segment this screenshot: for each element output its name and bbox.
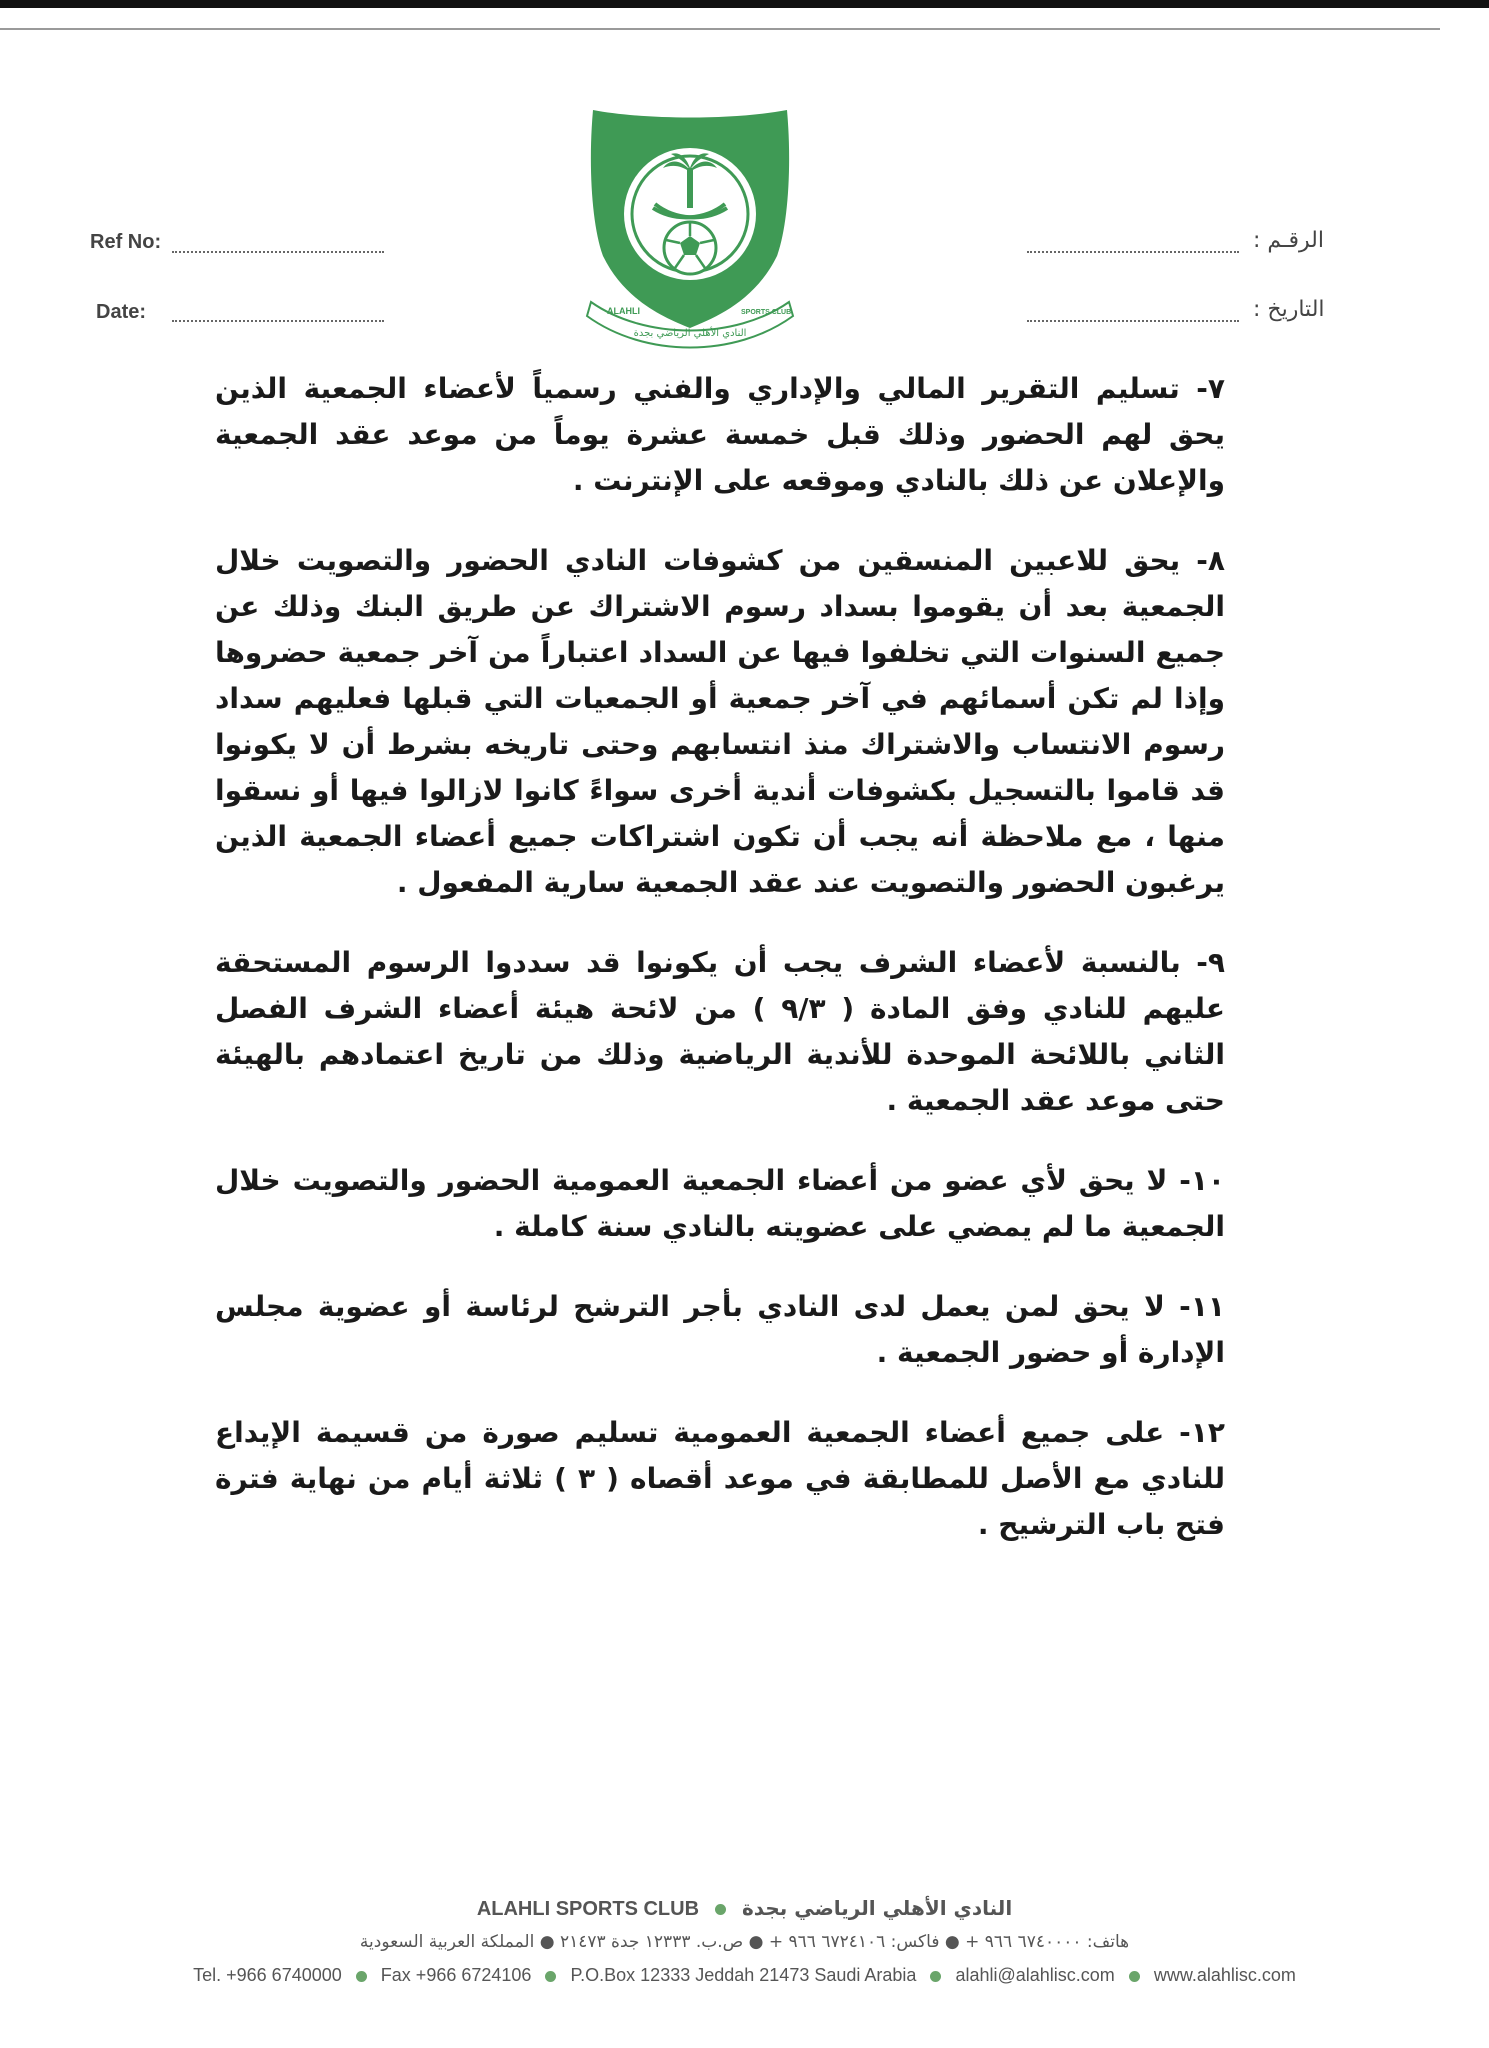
footer-tel: Tel. +966 6740000 bbox=[193, 1965, 342, 1985]
footer-club-name-en: ALAHLI SPORTS CLUB bbox=[476, 1898, 700, 1920]
footer-dot-icon bbox=[930, 1971, 941, 1982]
footer-contact-ar: هاتف: ٦٧٤٠٠٠٠ ٩٦٦ + ● فاكس: ٦٧٢٤١٠٦ ٩٦٦ + ● ص.ب. ١٢٣٣٣ جدة ٢١٤٧٣ ● المملكة العربية السعودية bbox=[359, 1932, 1130, 1952]
ref-no-label: Ref No: bbox=[90, 231, 162, 253]
footer-contact-en bbox=[0, 1965, 1489, 1986]
footer-dot-icon bbox=[356, 1971, 367, 1982]
footer-club-name bbox=[0, 1896, 1489, 1921]
ribbon-left-text: ALAHLI bbox=[607, 306, 640, 316]
date-label-ar: التاريخ : bbox=[1253, 297, 1325, 322]
ribbon-center-text: النادي الأهلي الرياضي بجدة bbox=[633, 328, 747, 339]
paragraph-8: ٨- يحق للاعبين المنسقين من كشوفات النادي الحضور والتصويت خلال الجمعية بعد أن يقوموا بسداد رسوم الاشتراك عن طريق البنك وذلك عن جميع السنوات التي تخلفوا فيها عن السداد اعتباراً من آخر جمعية حضروها وإذا لم تكن أسمائهم في آخر جمعية أو الجمعيات التي قبلها فعليهم سداد رسوم الانتساب والاشتراك منذ انتسابهم وحتى تاريخه بشرط أن لا يكونوا قد قاموا بالتسجيل بكشوفات أندية أخرى سواءً كانوا لازالوا فيها أو نسقوا منها ، مع ملاحظة أنه يجب أن تكون اشتراكات جميع أعضاء الجمعية الذين يرغبون الحضور والتصويت عند عقد الجمعية سارية المفعول . bbox=[215, 544, 1225, 899]
date-label: Date: bbox=[96, 301, 147, 323]
paragraph-7: ٧- تسليم التقرير المالي والإداري والفني رسمياً لأعضاء الجمعية الذين يحق لهم الحضور وذلك قبل خمسة عشرة يوماً من موعد عقد الجمعية والإعلان عن ذلك بالنادي وموقعه على الإنترنت . bbox=[215, 372, 1225, 497]
ref-no-field-ar bbox=[1027, 251, 1239, 253]
footer-fax: Fax +966 6724106 bbox=[380, 1965, 532, 1985]
paragraph-12: ١٢- على جميع أعضاء الجمعية العمومية تسليم صورة من قسيمة الإيداع للنادي مع الأصل للمطابقة في موعد أقصاه ( ٣ ) ثلاثة أيام من نهاية فترة فتح باب الترشيح . bbox=[215, 1416, 1226, 1541]
top-border bbox=[0, 0, 1489, 8]
club-logo bbox=[585, 96, 795, 356]
paragraph-11: ١١- لا يحق لمن يعمل لدى النادي بأجر الترشح لرئاسة أو عضوية مجلس الإدارة أو حضور الجمعية . bbox=[215, 1290, 1225, 1369]
ref-no-field bbox=[172, 251, 384, 253]
football-icon bbox=[664, 222, 716, 274]
footer-dot-icon bbox=[545, 1971, 556, 1982]
footer-pobox: P.O.Box 12333 Jeddah 21473 Saudi Arabia bbox=[570, 1965, 917, 1985]
top-rule bbox=[0, 28, 1440, 30]
ribbon-right-text: SPORTS CLUB bbox=[741, 309, 792, 316]
document-body bbox=[215, 366, 1225, 1586]
date-field bbox=[172, 320, 384, 322]
footer-email[interactable]: alahli@alahlisc.com bbox=[955, 1965, 1115, 1985]
date-field-ar bbox=[1027, 320, 1239, 322]
paragraph-9: ٩- بالنسبة لأعضاء الشرف يجب أن يكونوا قد سددوا الرسوم المستحقة عليهم للنادي وفق المادة ( ٩/٣ ) من لائحة هيئة أعضاء الشرف الفصل الثاني باللائحة الموحدة للأندية الرياضية وذلك من تاريخ اعتمادهم بالهيئة حتى موعد عقد الجمعية . bbox=[215, 946, 1225, 1117]
footer-dot-icon bbox=[715, 1904, 726, 1915]
paragraph-10: ١٠- لا يحق لأي عضو من أعضاء الجمعية العمومية الحضور والتصويت خلال الجمعية ما لم يمضي على عضويته بالنادي سنة كاملة . bbox=[215, 1164, 1225, 1243]
footer-club-name-ar: النادي الأهلي الرياضي بجدة bbox=[741, 1896, 1013, 1920]
footer-dot-icon bbox=[1129, 1971, 1140, 1982]
ref-no-label-ar: الرقـم : bbox=[1253, 228, 1324, 253]
footer-website[interactable]: www.alahlisc.com bbox=[1153, 1965, 1296, 1985]
